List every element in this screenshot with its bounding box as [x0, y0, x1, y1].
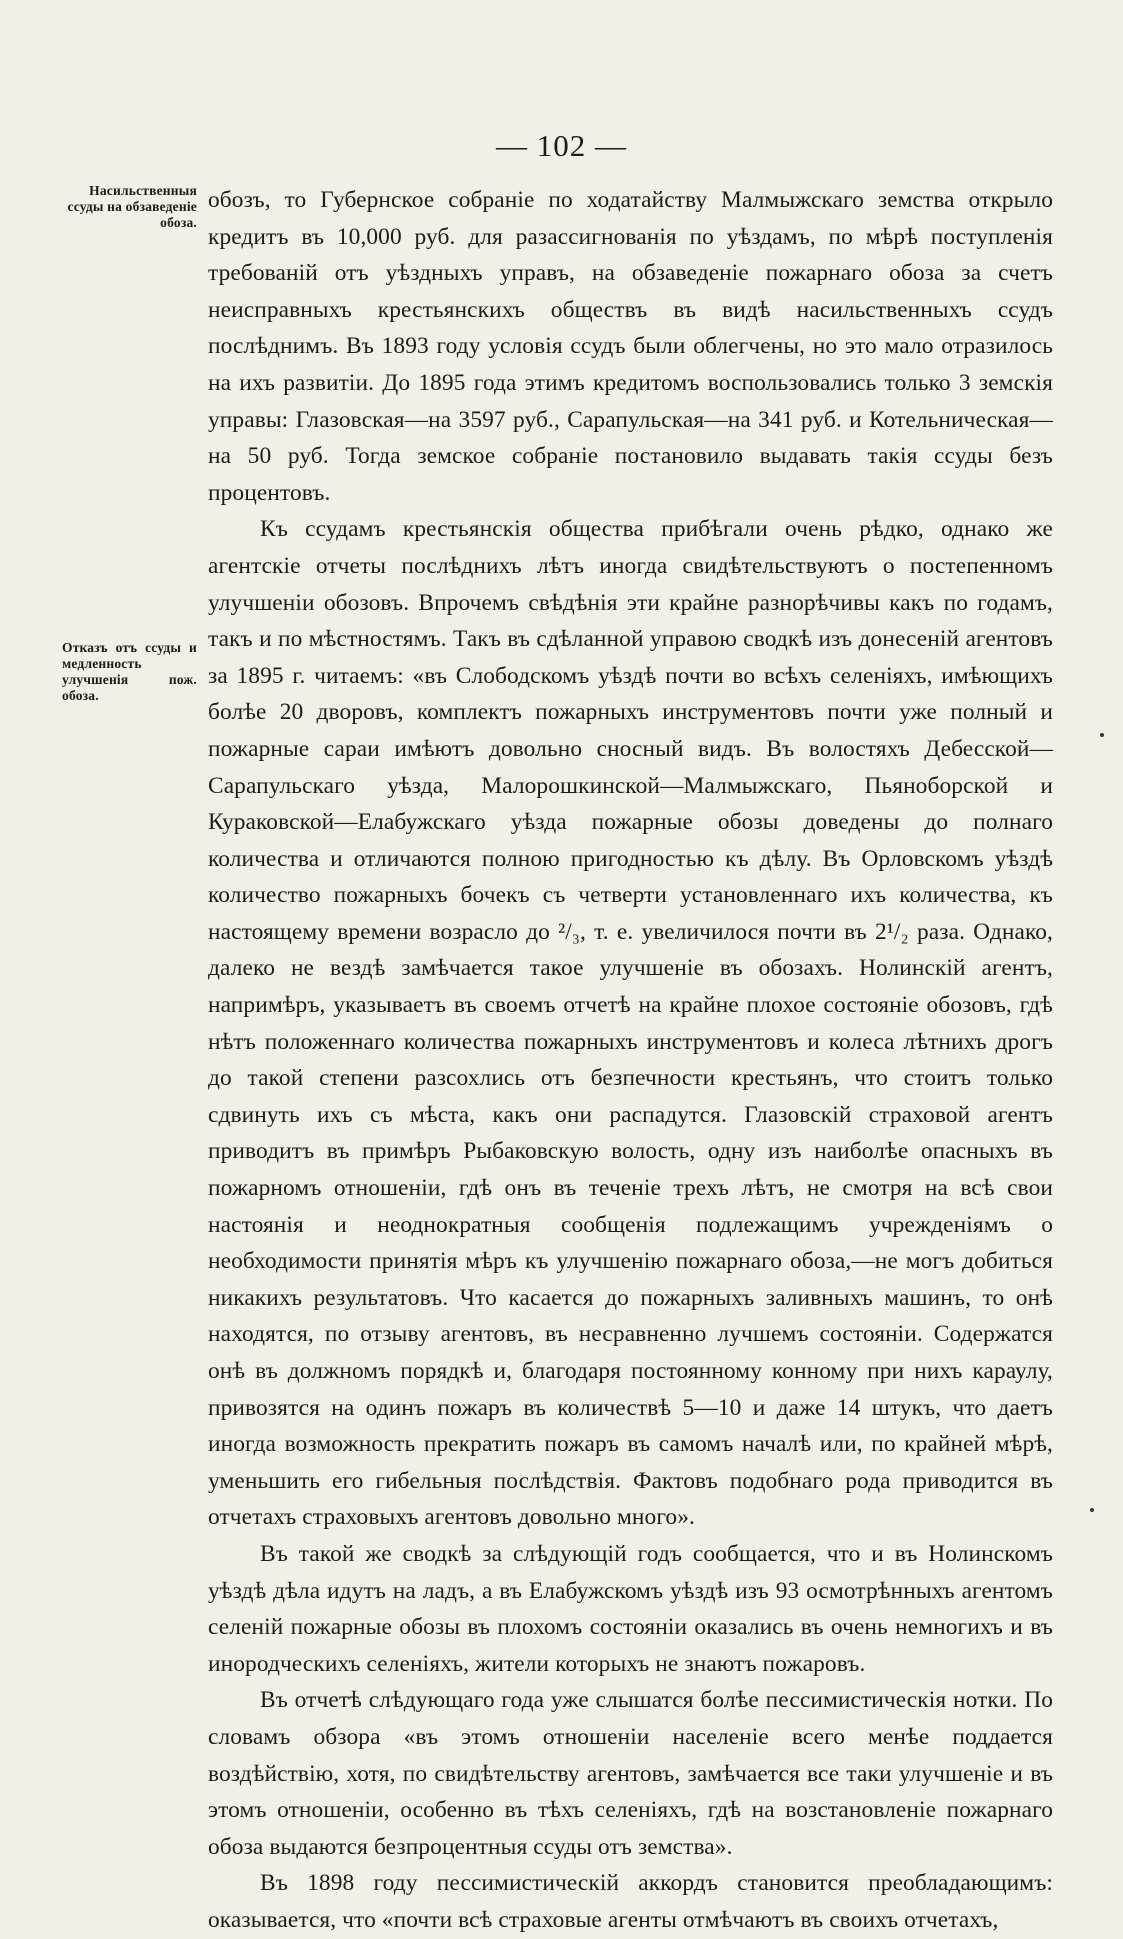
- margin-note-refusal-of-loans: Отказъ отъ ссуды и медленность улучшенія пож. обоза.: [62, 640, 197, 703]
- print-speck: [1090, 1508, 1094, 1512]
- paragraph: обозъ, то Губернское собраніе по ходатайству Малмыжскаго земства открыло кредитъ въ 10,000 руб. для разассигнованія по уѣздамъ, по мѣрѣ поступленія требованій отъ уѣздныхъ управъ, на обзаведеніе пожарнаго обоза за счетъ неисправныхъ крестьянскихъ обществъ въ видѣ насильственныхъ ссудъ послѣднимъ. Въ 1893 году условія ссудъ были облегчены, но это мало отразилось на ихъ развитіи. До 1895 года этимъ кредитомъ воспользовались только 3 земскія управы: Глазовская—на 3597 руб., Сарапульская—на 341 руб. и Котельническая—на 50 руб. Тогда земское собраніе постановило выдавать такія ссуды безъ процентовъ.: [208, 187, 1053, 506]
- paragraph: Къ ссудамъ крестьянскія общества прибѣгали очень рѣдко, однако же агентскіе отчеты послѣднихъ лѣтъ иногда свидѣтельствуютъ о постепенномъ улучшеніи обозовъ. Впрочемъ свѣдѣнія эти крайне разнорѣчивы какъ по годамъ, такъ и по мѣстностямъ. Такъ въ сдѣланной управою сводкѣ изъ донесеній агентовъ за 1895 г. читаемъ: «въ Слободскомъ уѣздѣ почти во всѣхъ селеніяхъ, имѣющихъ болѣе 20 дворовъ, комплектъ пожарныхъ инструментовъ почти уже полный и пожарные сараи имѣютъ довольно сносный видъ. Въ волостяхъ Дебесской—Сарапульскаго уѣзда, Малорошкинской—Малмыжскаго, Пьяноборской и Кураковской—Елабужскаго уѣзда пожарные обозы доведены до полнаго количества и отличаются полною пригодностью къ дѣлу. Въ Орловскомъ уѣздѣ количество пожарныхъ бочекъ съ четверти установленнаго ихъ количества, къ настоящему времени возрасло до ²/₃, т. е. увеличилося почти въ 2¹/₂ раза. Однако, далеко не вездѣ замѣчается такое улучшеніе въ обозахъ. Нолинскій агентъ, напримѣръ, указываетъ въ своемъ отчетѣ на крайне плохое состояніе обозовъ, гдѣ нѣтъ положеннаго количества пожарныхъ инструментовъ и колеса лѣтнихъ дрогъ до такой степени разсохлись отъ безпечности крестьянъ, что стоитъ только сдвинуть ихъ съ мѣста, какъ они распадутся. Глазовскій страховой агентъ приводитъ въ примѣръ Рыбаковскую волость, одну изъ наиболѣе опасныхъ въ пожарномъ отношеніи, гдѣ онъ въ теченіе трехъ лѣтъ, не смотря на всѣ свои настоянія и неоднократныя сообщенія подлежащимъ учрежденіямъ о необходимости принятія мѣръ къ улучшенію пожарнаго обоза,—не могъ добиться никакихъ результатовъ. Что касается до пожарныхъ заливныхъ машинъ, то онѣ находятся, по отзыву агентовъ, въ несравненно лучшемъ состояніи. Содержатся онѣ въ должномъ порядкѣ и, благодаря постоянному конному при нихъ караулу, привозятся на одинъ пожаръ въ количествѣ 5—10 и даже 14 штукъ, что даетъ иногда возможность прекратить пожаръ въ самомъ началѣ или, по крайней мѣрѣ, уменьшить его гибельныя послѣдствія. Фактовъ подобнаго рода приводится въ отчетахъ страховыхъ агентовъ довольно много».: [208, 516, 1053, 1531]
- paragraph: Въ такой же сводкѣ за слѣдующій годъ сообщается, что и въ Нолинскомъ уѣздѣ дѣла идутъ на ладъ, а въ Елабужскомъ уѣздѣ изъ 93 осмотрѣнныхъ агентомъ селеній пожарные обозы въ плохомъ состояніи оказались въ очень немногихъ и въ инородческихъ селеніяхъ, жители которыхъ не знаютъ пожаровъ.: [208, 1540, 1053, 1677]
- paragraph: Въ отчетѣ слѣдующаго года уже слышатся болѣе пессимистическія нотки. По словамъ обзора «въ этомъ отношеніи населеніе всего менѣе поддается воздѣйствію, хотя, по свидѣтельству агентовъ, замѣчается все таки улучшеніе и въ этомъ отношеніи, особенно въ тѣхъ селеніяхъ, гдѣ на возстановленіе пожарнаго обоза выдаются безпроцентныя ссуды отъ земства».: [208, 1687, 1053, 1860]
- body-text: [208, 182, 1053, 1939]
- paragraph: Въ 1898 году пессимистическій аккордъ становится преобладающимъ: оказывается, что «почти всѣ страховые агенты отмѣчаютъ въ своихъ отчетахъ,: [208, 1870, 1053, 1933]
- page-number: — 102 —: [496, 128, 627, 163]
- print-speck: [1100, 733, 1104, 737]
- margin-note-forced-loans: Насильственныя ссуды на обзаведеніе обоза.: [67, 183, 197, 230]
